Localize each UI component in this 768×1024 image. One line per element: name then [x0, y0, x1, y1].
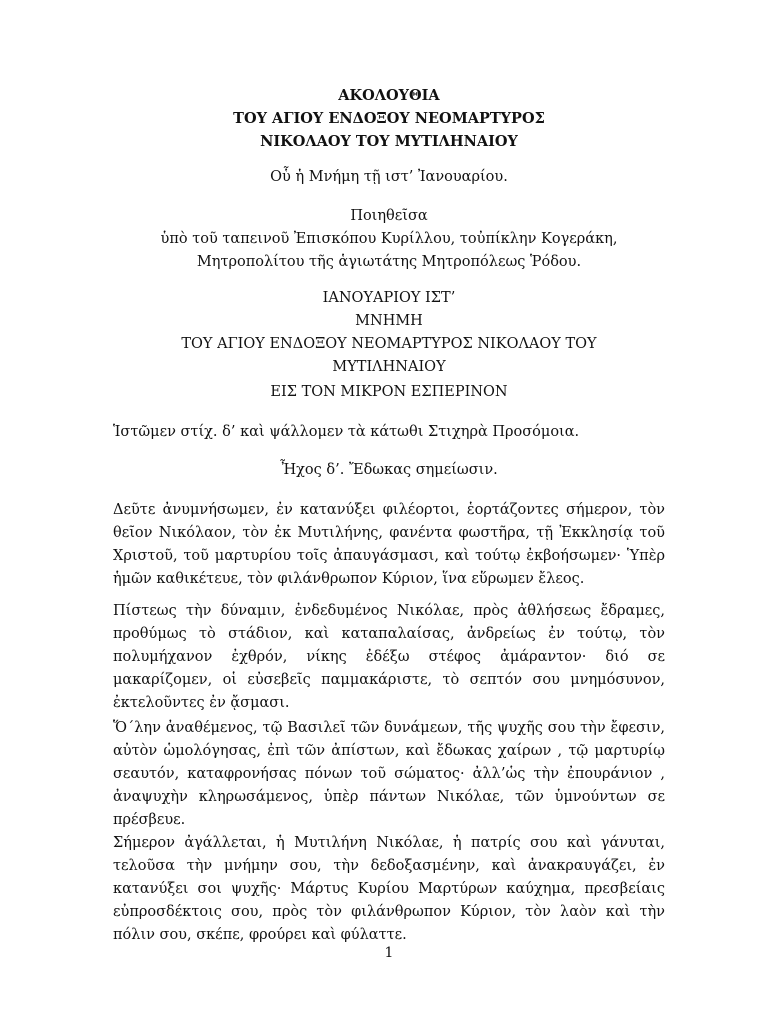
sticheron-line: Πίστεως τὴν δύναμιν, ἐνδεδυμένος Νικόλαε, πρὸς ἀθλήσεως ἔδραμες, — [113, 603, 665, 619]
sticheron-line: θεῖον Νικόλαον, τὸν ἐκ Μυτιλήνης, φανέντα φωστῆρα, τῇ Ἐκκλησίᾳ τοῦ — [113, 525, 665, 541]
heading2-line-1: ΙΑΝΟΥΑΡΙΟΥ ΙΣΤ’ — [322, 290, 456, 306]
document-title — [113, 84, 665, 153]
sticheron-line: ἐκτελοῦντες ἐν ᾄσμασι. — [113, 695, 290, 711]
sticheron-line: μακαρίζομεν, οἱ εὐσεβεῖς παμμακάριστε, τὸ σεπτόν σου μνημόσυνον, — [113, 672, 665, 688]
sticheron-line: Χριστοῦ, τοῦ μαρτυρίου τοῖς ἀπαυγάσμασι, καὶ τούτῳ ἐκβοήσωμεν· Ὑπὲρ — [113, 548, 665, 564]
sticheron-line: σεαυτόν, καταφρονήσας πόνων τοῦ σώματος· ἀλλ’ὡς τὴν ἐπουράνιον , — [113, 766, 665, 782]
rubric-text: Ἱστῶμεν στίχ. δ’ καὶ ψάλλομεν τὰ κάτωθι Στιχηρὰ Προσόμοια. — [113, 424, 580, 440]
sticheron-line: κατανύξει σοι ψυχῆς· Μάρτυς Κυρίου Μαρτύρων καύχημα, πρεσβείαις — [113, 881, 665, 897]
sticheron-line: τελοῦσα τὴν μνήμην σου, τὴν δεδοξασμένην, καὶ ἀνακραυγάζει, ἐν — [113, 858, 665, 874]
composed-line-3: Μητροπολίτου τῆς ἁγιωτάτης Μητροπόλεως Ῥόδου. — [196, 254, 582, 270]
sticheron-1 — [113, 499, 665, 591]
sticheron-3 — [113, 717, 665, 832]
sticheron-line: ἀναψυχὴν κληρωσάμενος, ὑπὲρ πάντων Νικόλαε, τῶν ὑμνούντων σε — [113, 789, 665, 805]
document-page — [113, 0, 665, 1024]
sticheron-line: πρέσβευε. — [113, 812, 186, 828]
feast-heading — [113, 287, 665, 379]
composed-line-2: ὑπὸ τοῦ ταπεινοῦ Ἐπισκόπου Κυρίλλου, τοὐπίκλην Κογεράκη, — [160, 231, 618, 247]
title-line-2: ΤΟΥ ΑΓΙΟΥ ΕΝΔΟΞΟΥ ΝΕΟΜΑΡΤΥΡΟΣ — [233, 110, 545, 127]
heading2-line-4: ΜΥΤΙΛΗΝΑΙΟΥ — [332, 359, 446, 375]
title-line-3: ΝΙΚΟΛΑΟΥ ΤΟΥ ΜΥΤΙΛΗΝΑΙΟΥ — [260, 133, 518, 150]
sticheron-line: Δεῦτε ἀνυμνήσωμεν, ἐν κατανύξει φιλέορτοι, ἑορτάζοντες σήμερον, τὸν — [113, 502, 665, 518]
sticheron-4 — [113, 832, 665, 947]
vespers-heading: ΕΙΣ ΤΟΝ ΜΙΚΡΟΝ ΕΣΠΕΡΙΝΟΝ — [270, 384, 508, 400]
sticheron-line: αὐτὸν ὡμολόγησας, ἐπὶ τῶν ἀπίστων, καὶ ἔδωκας χαίρων , τῷ μαρτυρίῳ — [113, 743, 665, 759]
memory-date: Οὗ ἡ Μνήμη τῇ ιστ’ Ἰανουαρίου. — [270, 169, 508, 185]
page-number: 1 — [384, 945, 394, 961]
sticheron-line: προθύμως τὸ στάδιον, καὶ καταπαλαίσας, ἀνδρείως ἐν τούτῳ, τὸν — [113, 626, 665, 642]
heading2-line-3: ΤΟΥ ΑΓΙΟΥ ΕΝΔΟΞΟΥ ΝΕΟΜΑΡΤΥΡΟΣ ΝΙΚΟΛΑΟΥ ΤΟΥ — [181, 336, 597, 352]
sticheron-2 — [113, 600, 665, 715]
sticheron-line: ἡμῶν καθικέτευε, τὸν φιλάνθρωπον Κύριον, ἵνα εὕρωμεν ἔλεος. — [113, 571, 585, 587]
tone-indication: Ἦχος δ’. Ἔδωκας σημείωσιν. — [280, 462, 498, 478]
composition-note — [113, 205, 665, 274]
sticheron-line: πόλιν σου, σκέπε, φρούρει καὶ φύλαττε. — [113, 927, 407, 943]
sticheron-line: Ὅ΄λην ἀναθέμενος, τῷ Βασιλεῖ τῶν δυνάμεων, τῆς ψυχῆς σου τὴν ἔφεσιν, — [113, 720, 665, 736]
sticheron-line: πολυμήχανον ἐχθρόν, νίκης ἐδέξω στέφος ἀμάραντον· διό σε — [113, 649, 665, 665]
composed-line-1: Ποιηθεῖσα — [350, 208, 428, 224]
title-line-1: ΑΚΟΛΟΥΘΙΑ — [338, 87, 440, 104]
sticheron-line: Σήμερον ἀγάλλεται, ἡ Μυτιλήνη Νικόλαε, ἡ πατρίς σου καὶ γάνυται, — [113, 835, 665, 851]
heading2-line-2: ΜΝΗΜΗ — [355, 313, 423, 329]
sticheron-line: εὐπροσδέκτοις σου, πρὸς τὸν φιλάνθρωπον Κύριον, τὸν λαὸν καὶ τὴν — [113, 904, 665, 920]
